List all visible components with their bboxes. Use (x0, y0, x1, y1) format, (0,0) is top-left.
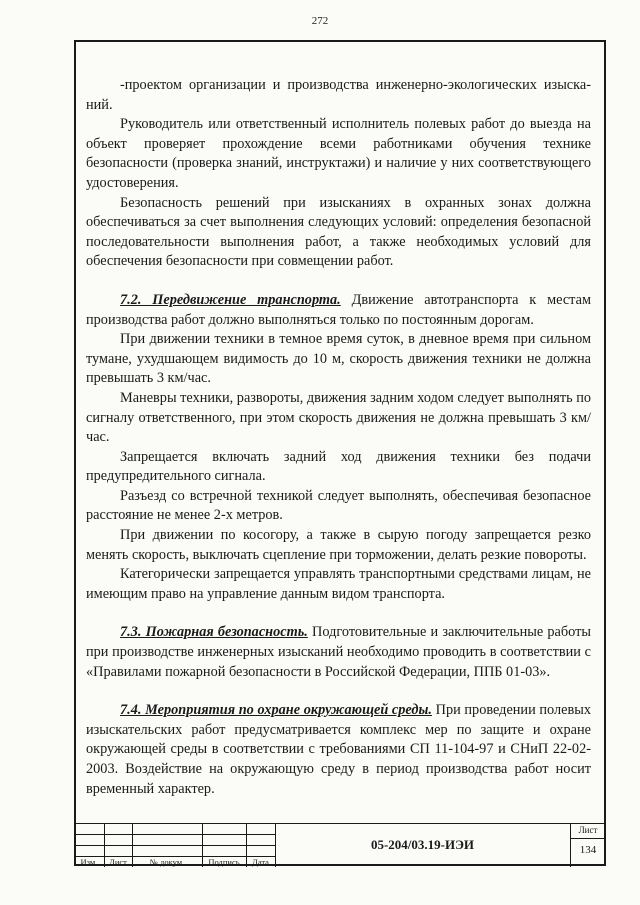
section-7-2 (86, 291, 591, 330)
paragraph: Запрещается включать задний ход движения техники без подачи предупредительного сигнала. (86, 448, 591, 485)
body-text (86, 76, 591, 799)
stamp-col-list: Лист (109, 857, 127, 867)
paragraph: При движении техники в темное время суток, в дневное время при сильном тумане, ухудшающем видимость до 10 м, скорость движения техники не должна превышать 3 км/час. (86, 331, 591, 387)
document-code: 05-204/03.19-ИЭИ (370, 837, 475, 852)
section-heading: 7.4. Мероприятия по охране окружающей среды. (120, 702, 432, 719)
paragraph: Руководитель или ответственный исполнитель полевых работ до выезда на объект проверяет прохождение всеми работниками обучения технике безопасности (проверка знаний, инструктажи) и наличие у них соответствующего удостоверения. (86, 116, 591, 191)
stamp-col-date: Дата (252, 857, 269, 867)
stamp-col-doc: № докум. (149, 857, 185, 867)
title-block (74, 823, 606, 867)
section-heading: 7.3. Пожарная безопасность. (120, 624, 308, 641)
stamp-divider (570, 838, 606, 839)
paragraph: При движении по косогору, а также в сырую погоду запрещается резко менять скорость, выключать сцепление при торможении, делать резкие повороты. (86, 527, 591, 563)
section-7-3 (86, 623, 591, 682)
section-text: Подготовительные и заключительные работы при производстве инженерных изысканий необходимо проводить в соответствии с «Правилами пожарной безопасности в Российской Федерации, ППБ 01-03». (86, 624, 591, 680)
section-7-4 (86, 701, 591, 799)
page-number: 272 (311, 15, 329, 27)
paragraph: Безопасность решений при изысканиях в охранных зонах должна обеспечиваться за счет выполнения следующих условий: определения безопасной последовательности выполнения работ, а также необходимых условий для обеспечения безопасности при совмещении работ. (86, 194, 591, 270)
sheet-label: Лист (578, 825, 598, 835)
paragraph: Категорически запрещается управлять транспортными средствами лицам, не имеющим право на управление данным видом транспорта. (86, 566, 591, 602)
stamp-col-izm: Изм. (80, 857, 98, 867)
section-text: Движение автотранспорта к местам производства работ должно выполняться только по постоянным дорогам. (86, 291, 591, 328)
section-heading: 7.2. Передвижение транспорта. (120, 291, 341, 308)
paragraph: Маневры техники, развороты, движения задним ходом следует выполнять по сигналу ответственного, при этом скорость движения не должна превышать 3 км/час. (86, 389, 591, 446)
sheet-number: 134 (579, 844, 597, 856)
section-text: При проведении полевых изыскательских работ предусматривается комплекс мер по защите и охране окружающей среды в соответствии с требованиями СП 11-104-97 и СНиП 22-02-2003. Воздействие на окружающую среду в период производства работ носит временный характер. (86, 702, 591, 797)
paragraph: Разъезд со встречной техникой следует выполнять, обеспечивая безопасное расстояние не менее 2-х метров. (86, 487, 591, 524)
paragraph: -проектом организации и производства инженерно-экологических изыска-ний. (86, 77, 591, 113)
stamp-col-sign: Подпись (208, 857, 240, 867)
